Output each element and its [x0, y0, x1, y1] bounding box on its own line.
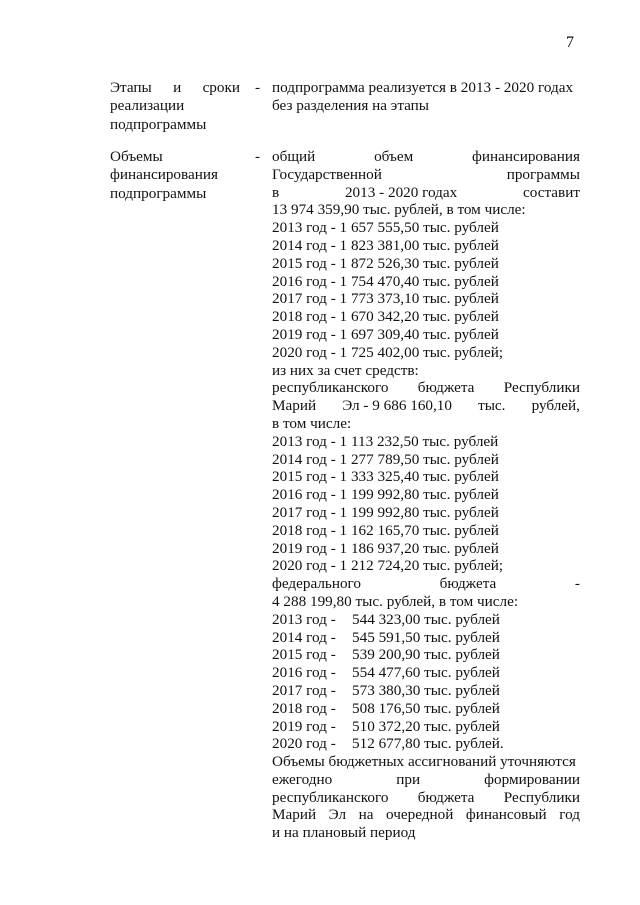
word: объем — [374, 148, 414, 165]
republic-year-line: 2018 год - 1 162 165,70 тыс. рублей — [272, 521, 499, 539]
stages-label-line-2: реализации — [110, 97, 185, 115]
word: республиканского — [272, 788, 389, 806]
word: Республики — [503, 788, 580, 806]
funding-total: 13 974 359,90 тыс. рублей, в том числе: — [272, 201, 526, 219]
stages-label-line-3: подпрограммы — [110, 115, 207, 133]
republic-year-line: 2019 год - 1 186 937,20 тыс. рублей — [272, 539, 499, 557]
republic-year-line: 2020 год - 1 212 724,20 тыс. рублей; — [272, 557, 504, 575]
federal-amount: 545 591,50 тыс. рублей — [352, 628, 500, 646]
total-year-line: 2018 год - 1 670 342,20 тыс. рублей — [272, 308, 499, 326]
republic-line-1 — [272, 379, 580, 397]
federal-amount: 508 176,50 тыс. рублей — [352, 699, 500, 717]
closing-line-5: и на плановый период — [272, 824, 416, 842]
federal-year-line — [272, 700, 580, 718]
total-year-line: 2014 год - 1 823 381,00 тыс. рублей — [272, 236, 499, 254]
word: бюджета — [417, 379, 475, 397]
page-number: 7 — [566, 34, 574, 51]
word: Государственной — [272, 165, 382, 183]
word: рублей, — [531, 397, 580, 415]
stages-label — [110, 79, 240, 134]
funding-value — [272, 148, 580, 842]
stages-label-word-2: и — [173, 79, 182, 96]
word: Эл - 9 686 160,10 — [342, 397, 452, 415]
republic-year-line: 2013 год - 1 113 232,50 тыс. рублей — [272, 432, 499, 450]
word: ежегодно — [272, 770, 333, 788]
federal-year: 2018 год - — [272, 699, 336, 717]
federal-amount: 512 677,80 тыс. рублей. — [352, 735, 504, 753]
republic-year-line: 2017 год - 1 199 992,80 тыс. рублей — [272, 503, 499, 521]
closing-line-3 — [272, 789, 580, 807]
total-year-line: 2019 год - 1 697 309,40 тыс. рублей — [272, 325, 499, 343]
stages-value — [272, 79, 580, 115]
funding-intro-line-1 — [272, 148, 580, 166]
word: Республики — [503, 379, 580, 397]
word: на — [358, 806, 374, 824]
funding-intro-line-2 — [272, 166, 580, 184]
total-year-line: 2020 год - 1 725 402,00 тыс. рублей; — [272, 343, 504, 361]
stages-label-word-1: Этапы — [110, 79, 152, 96]
federal-year-line — [272, 611, 580, 629]
funding-label — [110, 148, 240, 203]
sources-intro: из них за счет средств: — [272, 361, 419, 379]
republic-line-2 — [272, 397, 580, 415]
total-year-line: 2017 год - 1 773 373,10 тыс. рублей — [272, 290, 499, 308]
federal-year-line — [272, 682, 580, 700]
word: бюджета — [439, 575, 497, 593]
word: формировании — [484, 770, 580, 788]
federal-line-2: 4 288 199,80 тыс. рублей, в том числе: — [272, 592, 519, 610]
federal-amount: 544 323,00 тыс. рублей — [352, 610, 500, 628]
federal-year-line — [272, 629, 580, 647]
federal-year: 2017 год - — [272, 681, 336, 699]
word: программы — [506, 165, 580, 183]
word: год — [559, 806, 580, 824]
word: федерального — [272, 575, 361, 593]
federal-year-line — [272, 718, 580, 736]
federal-year-line — [272, 646, 580, 664]
word: Марий — [272, 397, 317, 415]
closing-line-4 — [272, 806, 580, 824]
stages-line: подпрограмма реализуется в 2013 - 2020 годах — [272, 79, 574, 96]
closing-line-2 — [272, 771, 580, 789]
funding-label-line: Объемы — [110, 148, 163, 165]
federal-year: 2019 год - — [272, 717, 336, 735]
word: общий — [272, 148, 316, 165]
word: Марий — [272, 806, 317, 824]
word: Эл — [328, 806, 347, 824]
word: бюджета — [417, 788, 475, 806]
word: тыс. — [478, 397, 506, 415]
federal-year: 2015 год - — [272, 646, 336, 664]
word: - — [574, 575, 580, 593]
federal-line-1 — [272, 575, 580, 593]
federal-year: 2016 год - — [272, 664, 336, 682]
stages-dash: - — [255, 79, 261, 96]
federal-year: 2013 год - — [272, 610, 336, 628]
word: составит — [523, 183, 580, 201]
total-year-line: 2015 год - 1 872 526,30 тыс. рублей — [272, 254, 499, 272]
republic-line-3: в том числе: — [272, 414, 352, 432]
federal-amount: 573 380,30 тыс. рублей — [352, 681, 500, 699]
word: в — [272, 183, 280, 201]
republic-year-line: 2015 год - 1 333 325,40 тыс. рублей — [272, 468, 499, 486]
federal-amount: 554 477,60 тыс. рублей — [352, 664, 500, 682]
federal-amount: 539 200,90 тыс. рублей — [352, 646, 500, 664]
word: при — [396, 770, 421, 788]
stages-line: без разделения на этапы — [272, 96, 430, 114]
word: республиканского — [272, 379, 389, 397]
federal-amount: 510 372,20 тыс. рублей — [352, 717, 500, 735]
federal-year: 2020 год - — [272, 735, 336, 753]
republic-year-line: 2014 год - 1 277 789,50 тыс. рублей — [272, 450, 499, 468]
stages-label-line-1 — [110, 79, 240, 97]
federal-year-line — [272, 735, 580, 753]
funding-label-line: подпрограммы — [110, 184, 207, 202]
word: очередной — [386, 806, 454, 824]
word: финансовый — [465, 806, 547, 824]
closing-line-1: Объемы бюджетных ассигнований уточняются — [272, 753, 576, 771]
total-year-line: 2013 год - 1 657 555,50 тыс. рублей — [272, 219, 499, 237]
republic-year-line: 2016 год - 1 199 992,80 тыс. рублей — [272, 486, 499, 504]
word: финансирования — [472, 148, 580, 165]
stages-label-word-3: сроки — [202, 79, 240, 96]
funding-intro-line-3 — [272, 184, 580, 202]
funding-dash: - — [255, 148, 261, 165]
total-year-line: 2016 год - 1 754 470,40 тыс. рублей — [272, 272, 499, 290]
federal-year: 2014 год - — [272, 628, 336, 646]
funding-label-line: финансирования — [110, 166, 218, 184]
word: 2013 - 2020 годах — [344, 183, 458, 201]
federal-year-line — [272, 664, 580, 682]
